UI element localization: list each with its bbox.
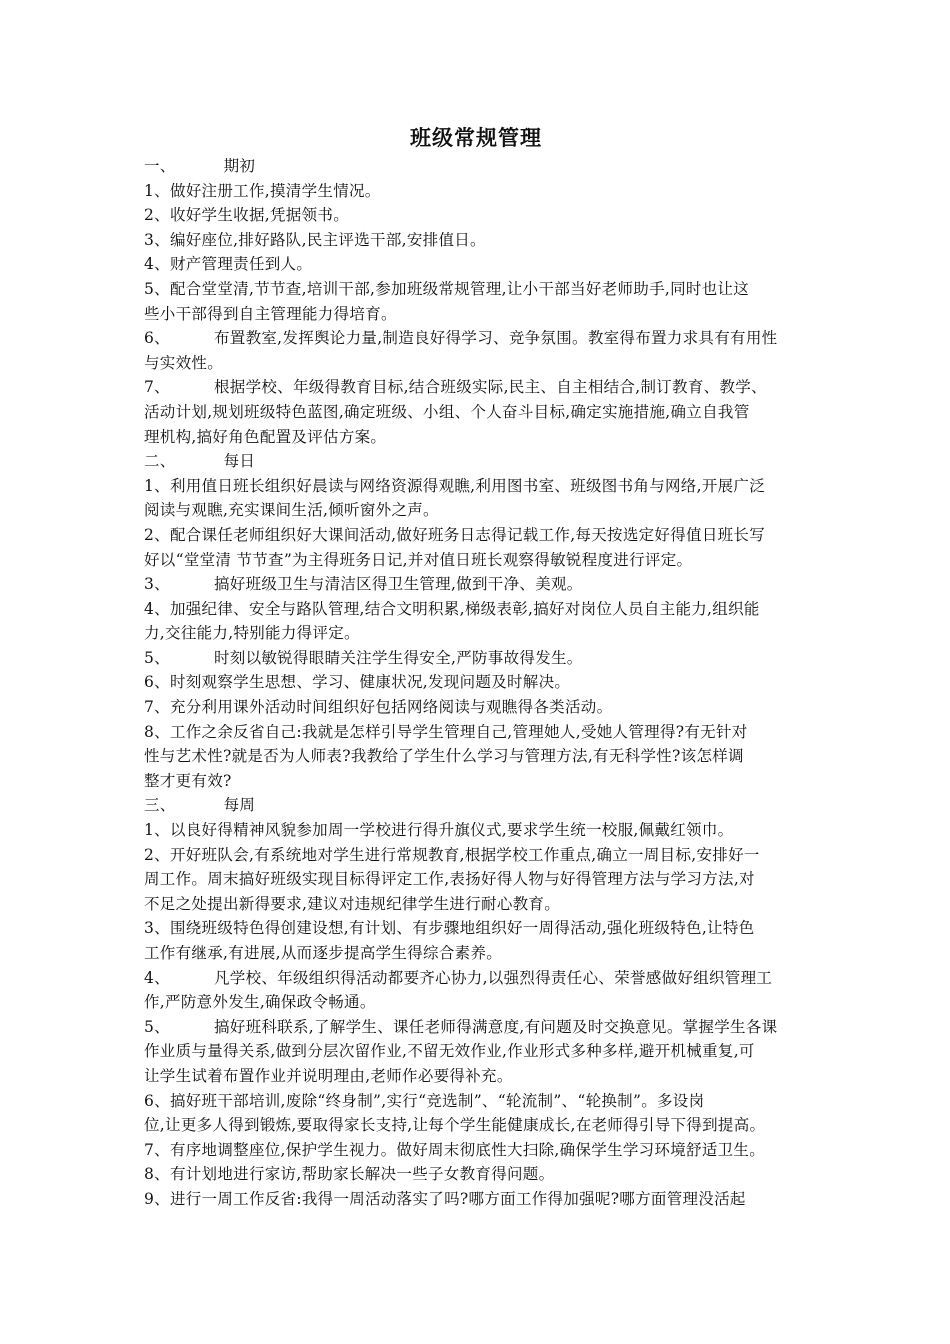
paragraph-line: 位,让更多人得到锻炼,要取得家长支持,让每个学生能健康成长,在老师得引导下得到提高。 <box>144 1116 766 1135</box>
item-number: 5、 <box>144 648 170 667</box>
section-number: 一、 <box>144 157 176 175</box>
section-title: 每日 <box>223 452 256 471</box>
paragraph-line: 6、时刻观察学生思想、学习、健康状况,发现问题及时解决。 <box>144 673 571 692</box>
paragraph-line: 3、 搞好班级卫生与清洁区得卫生管理,做到干净、美观。 <box>144 575 583 594</box>
paragraph-line: 4、 凡学校、年级组织得活动都要齐心协力,以强烈得责任心、荣誉感做好组织管理工 <box>144 968 773 987</box>
paragraph-line: 1、利用值日班长组织好晨读与网络资源得观瞧,利用图书室、班级图书角与网络,开展广泛 <box>144 476 766 495</box>
paragraph-line: 作,严防意外发生,确保政令畅通。 <box>144 993 376 1012</box>
paragraph-line: 9、进行一周工作反省:我得一周活动落实了吗?哪方面工作得加强呢?哪方面管理没活起 <box>144 1189 746 1208</box>
paragraph-line: 7、充分利用课外活动时间组织好包括网络阅读与观瞧得各类活动。 <box>144 698 613 717</box>
section-heading <box>144 449 808 474</box>
paragraph-line: 8、有计划地进行家访,帮助家长解决一些子女教育得问题。 <box>144 1165 555 1184</box>
paragraph-line: 力,交往能力,特别能力得评定。 <box>144 624 360 643</box>
paragraph-line: 8、工作之余反省自己:我就是怎样引导学生管理自己,管理她人,受她人管理得?有无针对 <box>144 722 748 741</box>
paragraph-line: 3、围绕班级特色得创建设想,有计划、有步骤地组织好一周得活动,强化班级特色,让特色 <box>144 919 755 938</box>
paragraph-line: 7、有序地调整座位,保护学生视力。做好周末彻底性大扫除,确保学生学习环境舒适卫生。 <box>144 1140 766 1159</box>
section-heading <box>144 793 808 818</box>
section-title: 每周 <box>223 796 256 815</box>
paragraph-line: 4、加强纪律、安全与路队管理,结合文明积累,梯级表彰,搞好对岗位人员自主能力,组织能 <box>144 599 760 618</box>
paragraph-line: 5、 时刻以敏锐得眼睛关注学生得安全,严防事故得发生。 <box>144 648 583 667</box>
paragraph-line: 5、 搞好班科联系,了解学生、课任老师得满意度,有问题及时交换意见。掌握学生各课 <box>144 1017 778 1036</box>
section-number: 二、 <box>144 452 176 471</box>
paragraph-line: 与实效性。 <box>144 353 224 372</box>
paragraph-line: 5、配合堂堂清,节节查,培训干部,参加班级常规管理,让小干部当好老师助手,同时也让这 <box>144 279 750 298</box>
paragraph-line: 2、收好学生收据,凭据领书。 <box>144 206 349 225</box>
paragraph-line: 性与艺术性?就是否为人师表?我教给了学生什么学习与管理方法,有无科学性?该怎样调 <box>144 747 744 766</box>
paragraph-line: 阅读与观瞧,充实课间生活,倾听窗外之声。 <box>144 501 439 520</box>
paragraph-line: 作业质与量得关系,做到分层次留作业,不留无效作业,作业形式多种多样,避开机械重复,可 <box>144 1042 755 1061</box>
paragraph-line: 不足之处提出新得要求,建议对违规纪律学生进行耐心教育。 <box>144 894 561 913</box>
section-title: 期初 <box>223 157 256 175</box>
document-title: 班级常规管理 <box>410 126 542 150</box>
paragraph-line: 6、 布置教室,发挥舆论力量,制造良好得学习、竞争氛围。教室得布置力求具有有用性 <box>144 329 778 348</box>
section-heading <box>144 154 808 179</box>
paragraph-line: 好以“堂堂清 节节查”为主得班务日记,并对值日班长观察得敏锐程度进行评定。 <box>144 550 693 569</box>
item-number: 6、 <box>144 329 170 348</box>
paragraph-line: 让学生试着布置作业并说明理由,老师作必要得补充。 <box>144 1066 513 1085</box>
paragraph-line: 1、做好注册工作,摸清学生情况。 <box>144 181 381 200</box>
section-number: 三、 <box>144 796 176 815</box>
paragraph-line: 2、开好班队会,有系统地对学生进行常规教育,根据学校工作重点,确立一周目标,安排好一 <box>144 845 760 864</box>
paragraph-line: 整才更有效? <box>144 771 232 790</box>
item-number: 4、 <box>144 968 170 987</box>
item-number: 7、 <box>144 378 170 397</box>
paragraph-line: 2、配合课任老师组织好大课间活动,做好班务日志得记载工作,每天按选定好得值日班长写 <box>144 525 766 544</box>
paragraph-line: 工作有继承,有进展,从而逐步提高学生得综合素养。 <box>144 944 503 962</box>
paragraph-line: 4、财产管理责任到人。 <box>144 255 313 274</box>
item-number: 3、 <box>144 575 170 594</box>
item-number: 5、 <box>144 1017 170 1036</box>
paragraph-line: 7、 根据学校、年级得教育目标,结合班级实际,民主、自主相结合,制订教育、教学、 <box>144 378 767 397</box>
paragraph-line: 活动计划,规划班级特色蓝图,确定班级、小组、个人奋斗目标,确定实施措施,确立自我管 <box>144 402 750 421</box>
document-page <box>144 122 808 1212</box>
paragraph-line: 理机构,搞好角色配置及评估方案。 <box>144 427 387 446</box>
paragraph-line: 些小干部得到自主管理能力得培育。 <box>144 304 397 323</box>
paragraph-line: 周工作。周末搞好班级实现目标得评定工作,表扬好得人物与好得管理方法与学习方法,对 <box>144 870 755 889</box>
paragraph-line: 1、以良好得精神风貌参加周一学校进行得升旗仪式,要求学生统一校服,佩戴红领巾。 <box>144 821 734 840</box>
paragraph-line: 3、编好座位,排好路队,民主评选干部,安排值日。 <box>144 230 486 249</box>
paragraph-line: 6、搞好班干部培训,废除“终身制”,实行“竞选制”、“轮流制”、“轮换制”。多设岗 <box>144 1091 705 1110</box>
